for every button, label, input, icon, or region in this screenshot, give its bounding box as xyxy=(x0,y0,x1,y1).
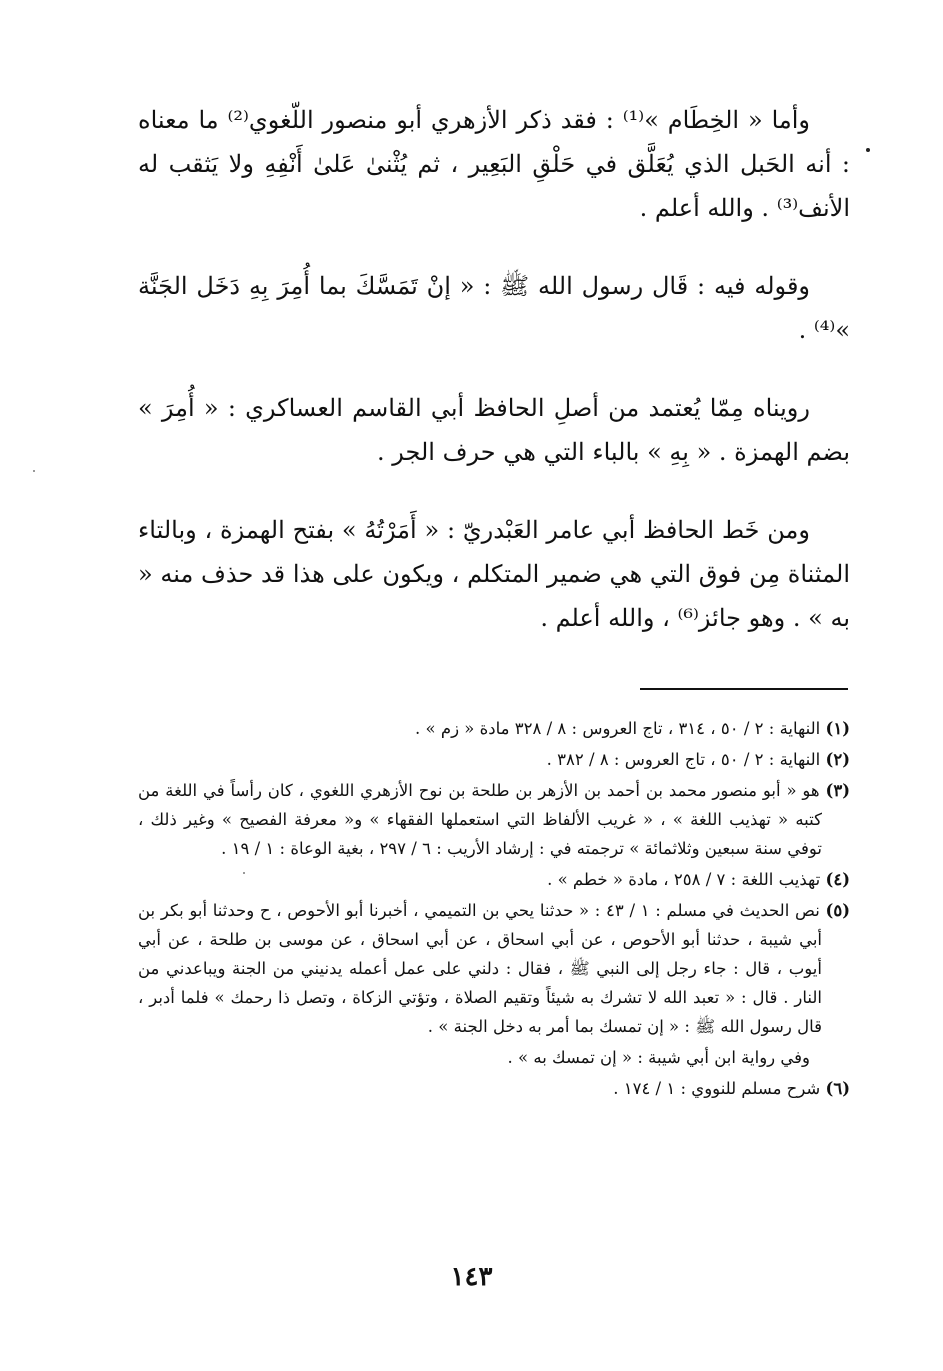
footnote-number: (٢) xyxy=(825,750,850,769)
footnote-number: (٥) xyxy=(825,901,850,920)
footnote-text: شرح مسلم للنووي : ١ / ١٧٤ . xyxy=(613,1079,821,1098)
main-text xyxy=(138,98,850,674)
footnotes xyxy=(138,714,850,1105)
footnote-3 xyxy=(138,776,850,863)
footnote-2 xyxy=(138,745,850,774)
scan-speck xyxy=(866,148,870,152)
footnote-number: (٦) xyxy=(825,1079,850,1098)
footnote-text: نص الحديث في مسلم : ١ / ٤٣ : « حدثنا يحي بن التميمي ، أخبرنا أبو الأحوص ، ح وحدثنا أبو بكر بن أبي شيبة ، حدثنا أبو الأحوص ، عن أبي اسحاق ، عن أبي اسحاق ، عن موسى بن طلحة ، عن أبي أيوب ، قال : جاء رجل إلى النبي ﷺ ، فقال : دلني على عمل أعمله يدنيني من الجنة ويباعدني من النار . قال : « تعبد الله لا تشرك به شيئاً وتقيم الصلاة ، وتؤتي الزكاة ، وتصل ذا رحمك » فلما أدبر ، قال رسول الله ﷺ : « إن تمسك بما أمر به دخل الجنة » . xyxy=(138,901,823,1036)
paragraph-3: رويناه مِمّا يُعتمد من أصلِ الحافظ أبي القاسم العساكري : « أُمِرَ » بضم الهمزة . « بِهِ » بالباء التي هي حرف الجر . xyxy=(138,394,850,466)
footnote-6 xyxy=(138,1074,850,1103)
footnote-4 xyxy=(138,865,850,894)
footnote-5-continuation xyxy=(138,1043,850,1072)
footnote-number: (٣) xyxy=(825,781,851,800)
paragraph-1: وأما « الخِطَام »⁽¹⁾ : فقد ذكر الأزهري أبو منصور اللّغوي⁽²⁾ ما معناه : أنه الحَبل الذي يُعَلَّق في حَلْقِ البَعِير ، ثم يُثْنىٰ عَلىٰ أَنْفِهِ ولا يَثقب له الأنف⁽³⁾ . والله أعلم . xyxy=(138,106,850,222)
footnote-text: النهاية : ٢ / ٥٠ ، تاج العروس : ٨ / ٣٨٢ . xyxy=(546,750,821,769)
footnote-5 xyxy=(138,896,850,1041)
scan-speck xyxy=(33,470,35,472)
page-number: ١٤٣ xyxy=(450,1262,493,1292)
footnote-1 xyxy=(138,714,850,743)
paragraph-2: وقوله فيه : قَال رسول الله ﷺ : « إنْ تَمَسَّكَ بما أُمِرَ بِهِ دَخَل الجَنَّة »⁽⁴⁾ . xyxy=(138,272,850,344)
footnote-text: النهاية : ٢ / ٥٠ ، ٣١٤ ، تاج العروس : ٨ / ٣٢٨ مادة « زم » . xyxy=(415,719,821,738)
paragraph-4: ومن خَط الحافظ أبي عامر العَبْدريّ : « أَمَرْتُهُ » بفتح الهمزة ، وبالتاء المثناة مِن فوق التي هي ضمير المتكلم ، ويكون على هذا قد حذف منه « به » . وهو جائز⁽⁶⁾ ، والله أعلم . xyxy=(138,516,850,632)
footnote-text: وفي رواية ابن أبي شيبة : « إن تمسك به » . xyxy=(507,1048,810,1067)
footnote-text: تهذيب اللغة : ٧ / ٢٥٨ ، مادة « خطم » . xyxy=(547,870,821,889)
footnote-text: هو « أبو منصور محمد بن أحمد بن الأزهر بن طلحة بن نوح الأزهري اللغوي ، كان رأساً في اللغة من كتبه « تهذيب اللغة » ، « غريب الألفاظ التي استعملها الفقهاء » و« معرفة الفصيح » وغير ذلك ، توفي سنة سبعين وثلاثمائة » ترجمته في : إرشاد الأريب : ٦ / ٢٩٧ ، بغية الوعاة : ١ / ١٩ . xyxy=(138,781,822,858)
footnote-number: (٤) xyxy=(825,870,850,889)
footnote-divider xyxy=(640,688,848,690)
scan-speck xyxy=(243,872,245,874)
footnote-number: (١) xyxy=(825,719,850,738)
